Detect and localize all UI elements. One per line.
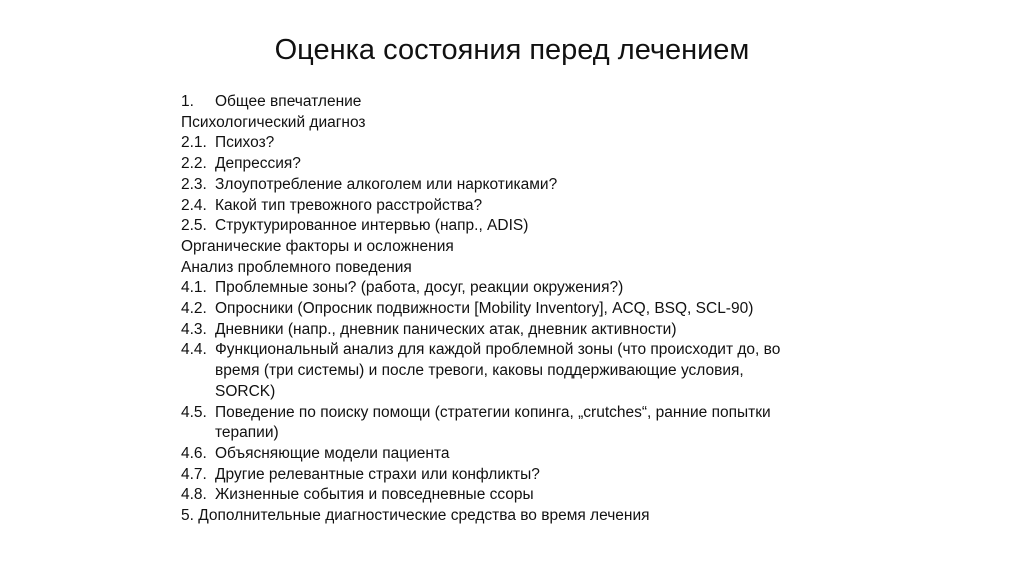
item-text: Какой тип тревожного расстройства? bbox=[215, 196, 483, 214]
list-item bbox=[181, 444, 861, 465]
item-number: 4.5. bbox=[181, 403, 207, 421]
item-text: Жизненные события и повседневные ссоры bbox=[215, 486, 534, 504]
item-number: 4.8. bbox=[181, 486, 207, 504]
item-text: 5. Дополнительные диагностические средства во время лечения bbox=[181, 507, 650, 525]
item-number: 4.3. bbox=[181, 320, 207, 338]
item-text: Опросники (Опросник подвижности [Mobility Inventory], ACQ, BSQ, SCL-90) bbox=[215, 300, 754, 318]
list-heading bbox=[181, 113, 861, 134]
list-item bbox=[181, 320, 861, 341]
list-item bbox=[181, 403, 861, 444]
item-number: 2.3. bbox=[181, 175, 207, 193]
item-text: Органические факторы и осложнения bbox=[181, 237, 454, 255]
item-number: 4.1. bbox=[181, 279, 207, 297]
item-number: 4.6. bbox=[181, 444, 207, 462]
list-item bbox=[181, 506, 861, 527]
item-text: Проблемные зоны? (работа, досуг, реакции окружения?) bbox=[215, 279, 624, 297]
item-number: 2.5. bbox=[181, 217, 207, 235]
item-number: 4.7. bbox=[181, 465, 207, 483]
item-text: Анализ проблемного поведения bbox=[181, 258, 412, 276]
item-number: 4.2. bbox=[181, 300, 207, 318]
list-item bbox=[181, 175, 861, 196]
item-text-line: Функциональный анализ для каждой проблемной зоны (что происходит до, во bbox=[215, 341, 781, 359]
item-number: 4.4. bbox=[181, 341, 207, 359]
item-text-line: терапии) bbox=[215, 424, 279, 442]
item-text-line: Поведение по поиску помощи (стратегии копинга, „crutches“, ранние попытки bbox=[215, 403, 771, 421]
item-text: Злоупотребление алкоголем или наркотиками? bbox=[215, 175, 558, 193]
list-item bbox=[181, 340, 861, 402]
slide-title: Оценка состояния перед лечением bbox=[274, 34, 750, 66]
item-text: Психоз? bbox=[215, 134, 275, 152]
item-text: Психологический диагноз bbox=[181, 113, 366, 131]
item-text: Объясняющие модели пациента bbox=[215, 444, 450, 462]
item-text-line: время (три системы) и после тревоги, каковы поддерживающие условия, bbox=[215, 362, 744, 380]
list-item bbox=[181, 133, 861, 154]
list-item bbox=[181, 154, 861, 175]
list-item bbox=[181, 278, 861, 299]
item-text-block bbox=[215, 340, 780, 402]
item-text: Другие релевантные страхи или конфликты? bbox=[215, 465, 540, 483]
list-item bbox=[181, 92, 861, 113]
list-item bbox=[181, 485, 861, 506]
list-item bbox=[181, 465, 861, 486]
list-heading bbox=[181, 258, 861, 279]
item-number: 2.2. bbox=[181, 155, 207, 173]
item-text: Депрессия? bbox=[215, 155, 301, 173]
list-item bbox=[181, 216, 861, 237]
list-heading bbox=[181, 237, 861, 258]
item-number: 1. bbox=[181, 93, 194, 110]
assessment-list bbox=[181, 92, 861, 527]
list-item bbox=[181, 196, 861, 217]
item-text: Структурированное интервью (напр., ADIS) bbox=[215, 217, 529, 235]
item-text: Общее впечатление bbox=[215, 93, 362, 110]
item-text-line: SORCK) bbox=[215, 382, 276, 400]
item-number: 2.4. bbox=[181, 196, 207, 214]
item-number: 2.1. bbox=[181, 134, 207, 152]
item-text-block bbox=[215, 403, 771, 444]
list-item bbox=[181, 299, 861, 320]
item-text: Дневники (напр., дневник панических атак, дневник активности) bbox=[215, 320, 677, 338]
